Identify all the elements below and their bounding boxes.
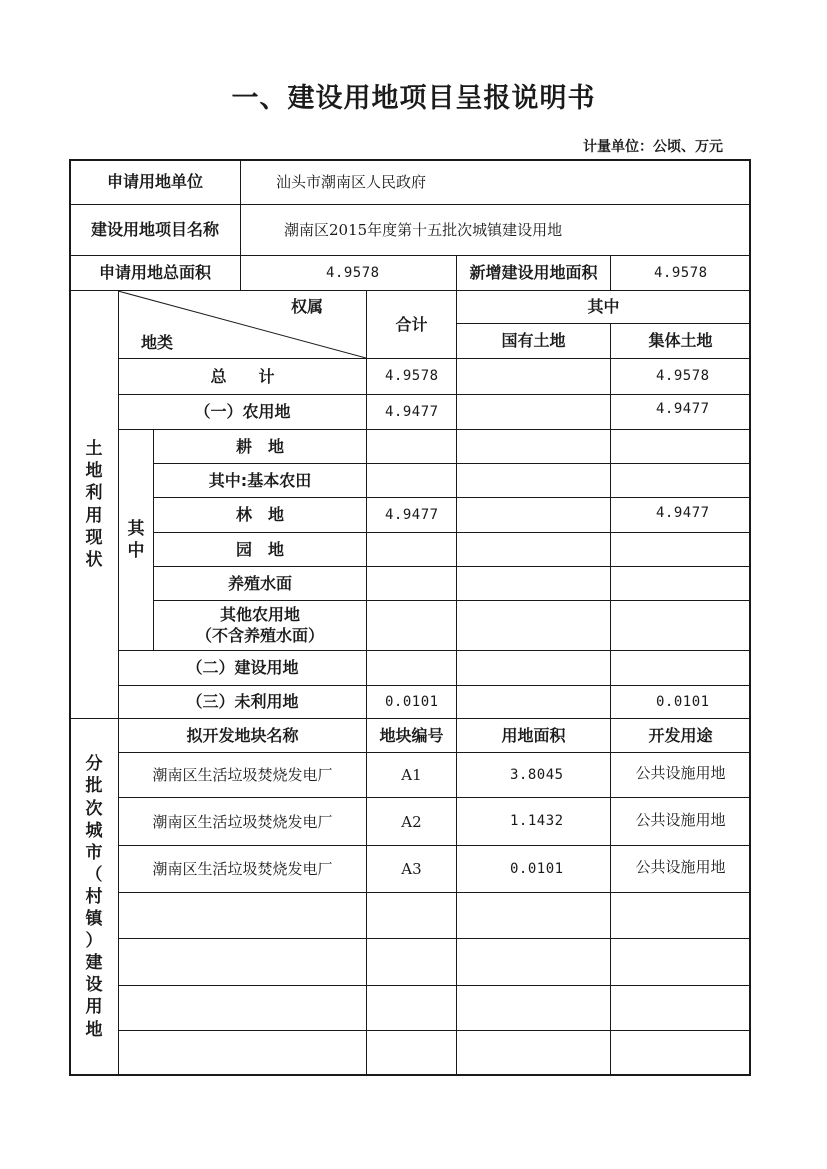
row-total-value: 0.0101	[385, 693, 439, 710]
row-collective-value	[638, 651, 750, 685]
row-label-cultivated: 耕 地	[235, 436, 284, 456]
row-collective-value	[638, 567, 750, 600]
col-ownership: 权属	[290, 297, 323, 317]
row-state-value	[457, 464, 610, 497]
row-collective-value: 4.9578	[656, 368, 710, 385]
row-collective-value	[638, 464, 750, 497]
col-landtype: 地类	[140, 333, 173, 353]
row-collective-value: 4.9477	[656, 400, 710, 417]
plot-use: 公共设施用地	[635, 764, 726, 782]
row-state-value	[457, 359, 610, 394]
row-state-value	[457, 430, 610, 463]
row-total-value: 4.9477	[385, 403, 439, 420]
plot-area: 0.0101	[510, 860, 564, 877]
new-area-label: 新增建设用地面积	[469, 263, 598, 283]
row-state-value	[457, 567, 610, 600]
col-state-land: 国有土地	[501, 331, 566, 351]
plot-name: 潮南区生活垃圾焚烧发电厂	[152, 812, 333, 831]
row-label-construction: （二）建设用地	[186, 658, 299, 678]
row-line	[118, 892, 751, 893]
unit-label: 计量单位：公顷、万元	[583, 139, 723, 155]
applicant-value: 汕头市潮南区人民政府	[276, 173, 427, 191]
row-label-total: 总 计	[210, 366, 275, 386]
row-state-value	[457, 533, 610, 566]
col-line	[240, 160, 241, 290]
col-total: 合计	[395, 314, 428, 334]
row-state-value	[457, 601, 610, 650]
row-total-value	[367, 651, 456, 685]
col-line	[610, 323, 611, 718]
applicant-label: 申请用地单位	[106, 172, 203, 192]
row-total-value	[367, 464, 456, 497]
row-state-value	[457, 686, 610, 718]
row-label-aquaculture: 养殖水面	[227, 573, 292, 593]
row-total-value	[367, 533, 456, 566]
row-total-value: 4.9477	[385, 506, 439, 523]
row-line	[118, 1030, 751, 1031]
row-label-other-farmland-note: （不含养殖水面）	[195, 626, 324, 646]
row-collective-value	[638, 601, 750, 650]
plot-area: 1.1432	[510, 813, 564, 830]
plot-use: 公共设施用地	[635, 811, 726, 829]
plots-section-label: 分 批 次 城 市 （ 村 镇 ） 建 设 用 地	[85, 754, 103, 1040]
row-label-forest: 林 地	[235, 505, 284, 525]
new-area-value: 4.9578	[654, 264, 708, 281]
plot-name: 潮南区生活垃圾焚烧发电厂	[152, 766, 333, 784]
row-label-farmland: （一）农用地	[194, 402, 291, 422]
page-title: 一、建设用地项目呈报说明书	[231, 83, 596, 114]
row-state-value	[457, 651, 610, 685]
row-state-value	[457, 498, 610, 532]
row-collective-value	[638, 430, 750, 463]
row-state-value	[457, 395, 610, 429]
col-collective-land: 集体土地	[648, 331, 713, 351]
plot-id: A1	[401, 766, 422, 784]
row-total-value	[367, 567, 456, 600]
col-plot-use: 开发用途	[648, 725, 713, 745]
total-area-label: 申请用地总面积	[98, 263, 211, 283]
plot-name: 潮南区生活垃圾焚烧发电厂	[152, 860, 333, 878]
land-status-section-label: 土 地 利 用 现 状	[85, 439, 103, 570]
row-label-basic-farmland: 其中:基本农田	[208, 470, 312, 490]
row-label-other-farmland: 其他农用地	[219, 605, 300, 625]
row-total-value	[367, 430, 456, 463]
row-collective-value: 0.0101	[656, 693, 710, 710]
row-label-unused: （三）未利用地	[186, 692, 299, 712]
col-plot-name: 拟开发地块名称	[186, 725, 299, 745]
plot-area: 3.8045	[510, 766, 564, 783]
col-line	[610, 255, 611, 290]
plot-id: A3	[401, 860, 422, 878]
col-plot-area: 用地面积	[501, 725, 566, 745]
project-label: 建设用地项目名称	[90, 220, 219, 240]
row-line	[118, 938, 751, 939]
plot-id: A2	[401, 812, 422, 831]
row-collective-value	[638, 533, 750, 566]
of-which-sub-label: 其 中	[127, 518, 145, 561]
row-collective-value: 4.9477	[656, 504, 710, 521]
row-total-value	[367, 601, 456, 650]
col-plot-id: 地块编号	[379, 725, 444, 745]
col-of-which: 其中	[587, 297, 620, 317]
total-area-value: 4.9578	[326, 264, 380, 281]
row-total-value: 4.9578	[385, 368, 439, 385]
plot-use: 公共设施用地	[635, 858, 726, 876]
row-label-garden: 园 地	[235, 539, 284, 559]
row-line	[118, 985, 751, 986]
project-value: 潮南区2015年度第十五批次城镇建设用地	[284, 221, 563, 239]
